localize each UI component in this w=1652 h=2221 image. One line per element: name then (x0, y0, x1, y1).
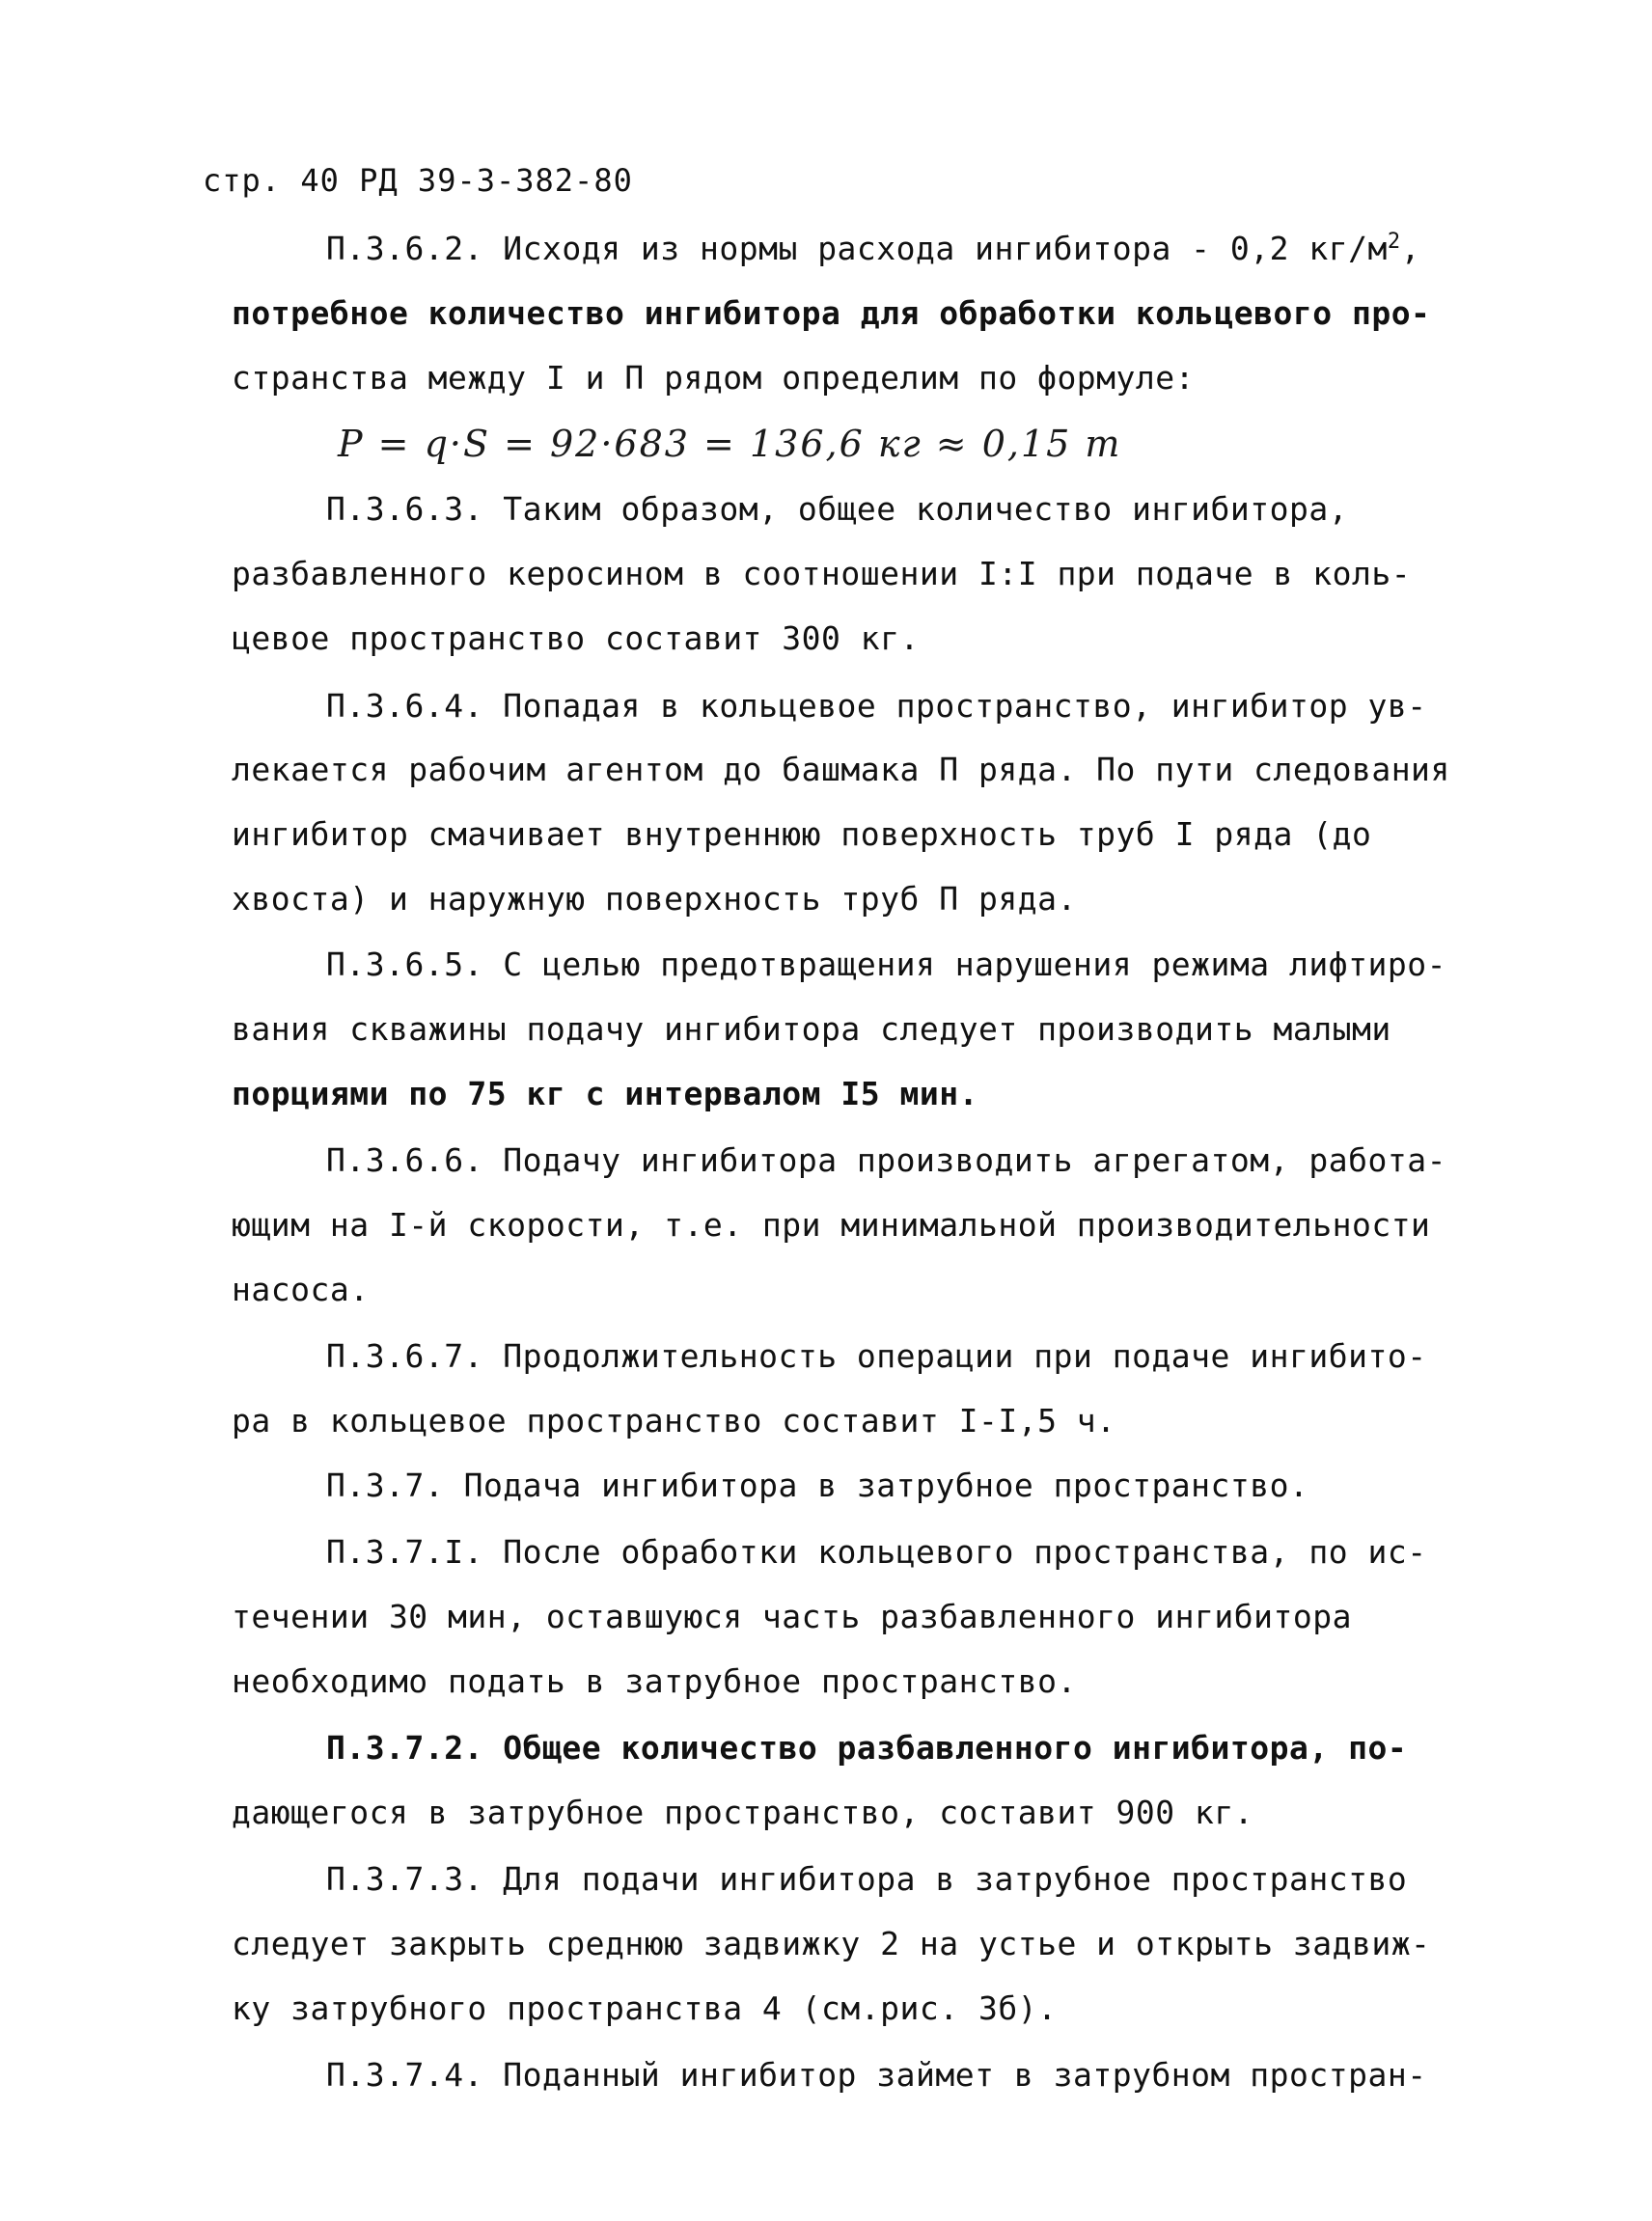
paragraph-line: П.3.6.5. С целью предотвращения нарушения режима лифтиро- (326, 946, 1446, 983)
paragraph-line: ющим на I-й скорости, т.е. при минимальной производительности (232, 1206, 1431, 1244)
paragraph-line: П.3.7. Подача ингибитора в затрубное пространство. (326, 1467, 1309, 1504)
paragraph-line: П.3.6.3. Таким образом, общее количество ингибитора, (326, 490, 1349, 528)
paragraph-line: П.3.7.I. После обработки кольцевого пространства, по ис- (326, 1533, 1427, 1571)
paragraph-line: хвоста) и наружную поверхность труб П ряда. (232, 880, 1077, 918)
paragraph-line: следует закрыть среднюю задвижку 2 на устье и открыть задвиж- (232, 1925, 1431, 1962)
paragraph-line: странства между I и П рядом определим по формуле: (232, 359, 1196, 397)
paragraph-line: П.3.6.2. Исходя из нормы расхода ингибитора - 0,2 $кг/м^2$, (326, 230, 1420, 267)
paragraph-line: насоса. (232, 1271, 370, 1308)
paragraph-line: П.3.7.2. Общее количество разбавленного ингибитора, по- (326, 1729, 1408, 1767)
handwritten-formula: P = q·S = 92·683 = 136,6 кг ≈ 0,15 т (338, 423, 1122, 465)
paragraph-line: лекается рабочим агентом до башмака П ряда. По пути следования (232, 751, 1450, 788)
paragraph-line: П.3.6.7. Продолжительность операции при подаче ингибито- (326, 1337, 1427, 1375)
paragraph-line: ра в кольцевое пространство составит I-I,5 ч. (232, 1402, 1116, 1440)
paragraph-line: течении 30 мин, оставшуюся часть разбавленного ингибитора (232, 1598, 1352, 1635)
superscript: 2 (1387, 230, 1401, 254)
paragraph-line: П.3.6.4. Попадая в кольцевое пространство, ингибитор ув- (326, 687, 1427, 725)
paragraph-line: вания скважины подачу ингибитора следует производить малыми (232, 1010, 1391, 1048)
paragraph-line: дающегося в затрубное пространство, составит 900 кг. (232, 1794, 1254, 1831)
paragraph-line: потребное количество ингибитора для обработки кольцевого про- (232, 294, 1431, 332)
paragraph-line: ку затрубного пространства 4 (см.рис. 3б). (232, 1989, 1058, 2027)
paragraph-line: цевое пространство составит 300 кг. (232, 619, 920, 657)
paragraph-line: разбавленного керосином в соотношении I:I при подаче в коль- (232, 555, 1412, 592)
paragraph-line: П.3.6.6. Подачу ингибитора производить агрегатом, работа- (326, 1141, 1446, 1179)
page-header: стр. 40 РД 39-3-382-80 (203, 162, 633, 199)
paragraph-line: порциями по 75 кг с интервалом I5 мин. (232, 1075, 978, 1112)
paragraph-line: необходимо подать в затрубное пространство. (232, 1662, 1077, 1700)
paragraph-line: П.3.7.3. Для подачи ингибитора в затрубное пространство (326, 1860, 1408, 1898)
paragraph-line: П.3.7.4. Поданный ингибитор займет в затрубном простран- (326, 2056, 1427, 2094)
paragraph-line: ингибитор смачивает внутреннюю поверхность труб I ряда (до (232, 815, 1372, 853)
